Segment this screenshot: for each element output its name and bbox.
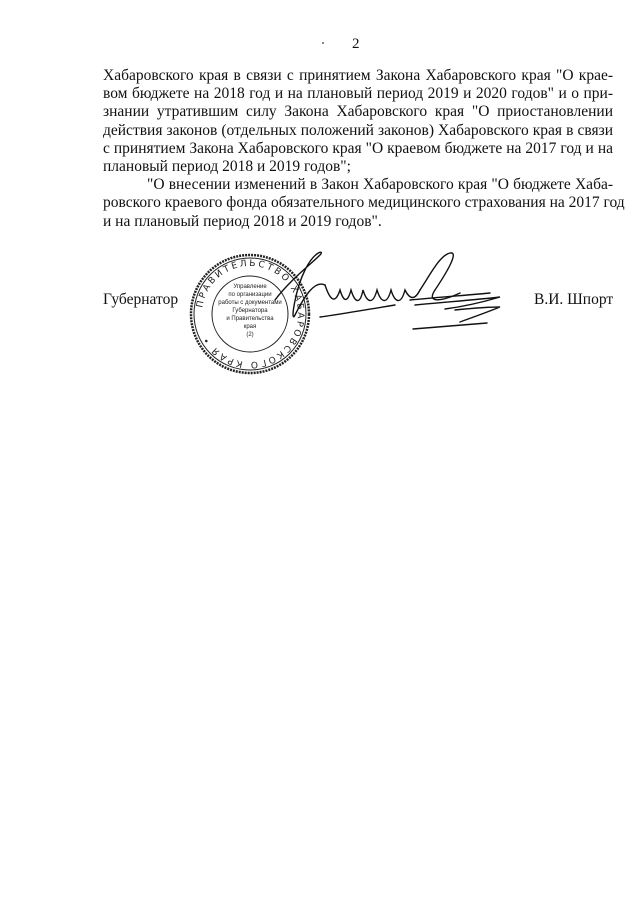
svg-text:Губернатора: Губернатора	[232, 308, 268, 314]
page-number: 2	[352, 36, 360, 52]
signatory-name: В.И. Шпорт	[534, 291, 614, 308]
handwritten-signature	[265, 245, 515, 340]
text-line: Хабаровского края в связи с принятием Закона Хабаровского края "О крае-	[103, 67, 613, 84]
signatory-role: Губернатор	[103, 291, 179, 308]
svg-text:и Правительства: и Правительства	[226, 316, 274, 322]
svg-text:(2): (2)	[246, 332, 254, 338]
svg-text:ПРАВИТЕЛЬСТВО ХАБАРОВСКОГО КРА: ПРАВИТЕЛЬСТВО ХАБАРОВСКОГО КРАЯ •	[195, 258, 306, 370]
text-line: вом бюджете на 2018 год и на плановый период 2019 и 2020 годов" и о при-	[103, 85, 613, 103]
text-line: с принятием Закона Хабаровского края "О краевом бюджете на 2017 год и на	[103, 139, 613, 157]
svg-text:края: края	[243, 324, 257, 330]
svg-text:работы с документами: работы с документами	[218, 300, 282, 306]
text-line: "О внесении изменений в Закон Хабаровского края "О бюджете Хаба-	[147, 176, 613, 194]
text-line: ровского краевого фонда обязательного медицинского страхования на 2017 год	[103, 194, 625, 212]
document-body	[103, 67, 625, 231]
text-line: плановый период 2018 и 2019 годов";	[103, 158, 351, 176]
scan-speck	[322, 42, 324, 44]
text-line: знании утратившим силу Закона Хабаровского края "О приостановлении	[103, 103, 613, 121]
svg-text:по организации: по организации	[228, 292, 272, 298]
svg-text:Управление: Управление	[233, 284, 267, 290]
text-line: действия законов (отдельных положений законов) Хабаровского края в связи	[103, 121, 613, 139]
paragraph-1	[103, 67, 613, 176]
text-line: и на плановый период 2018 и 2019 годов".	[103, 212, 382, 230]
paragraph-2	[103, 176, 625, 231]
